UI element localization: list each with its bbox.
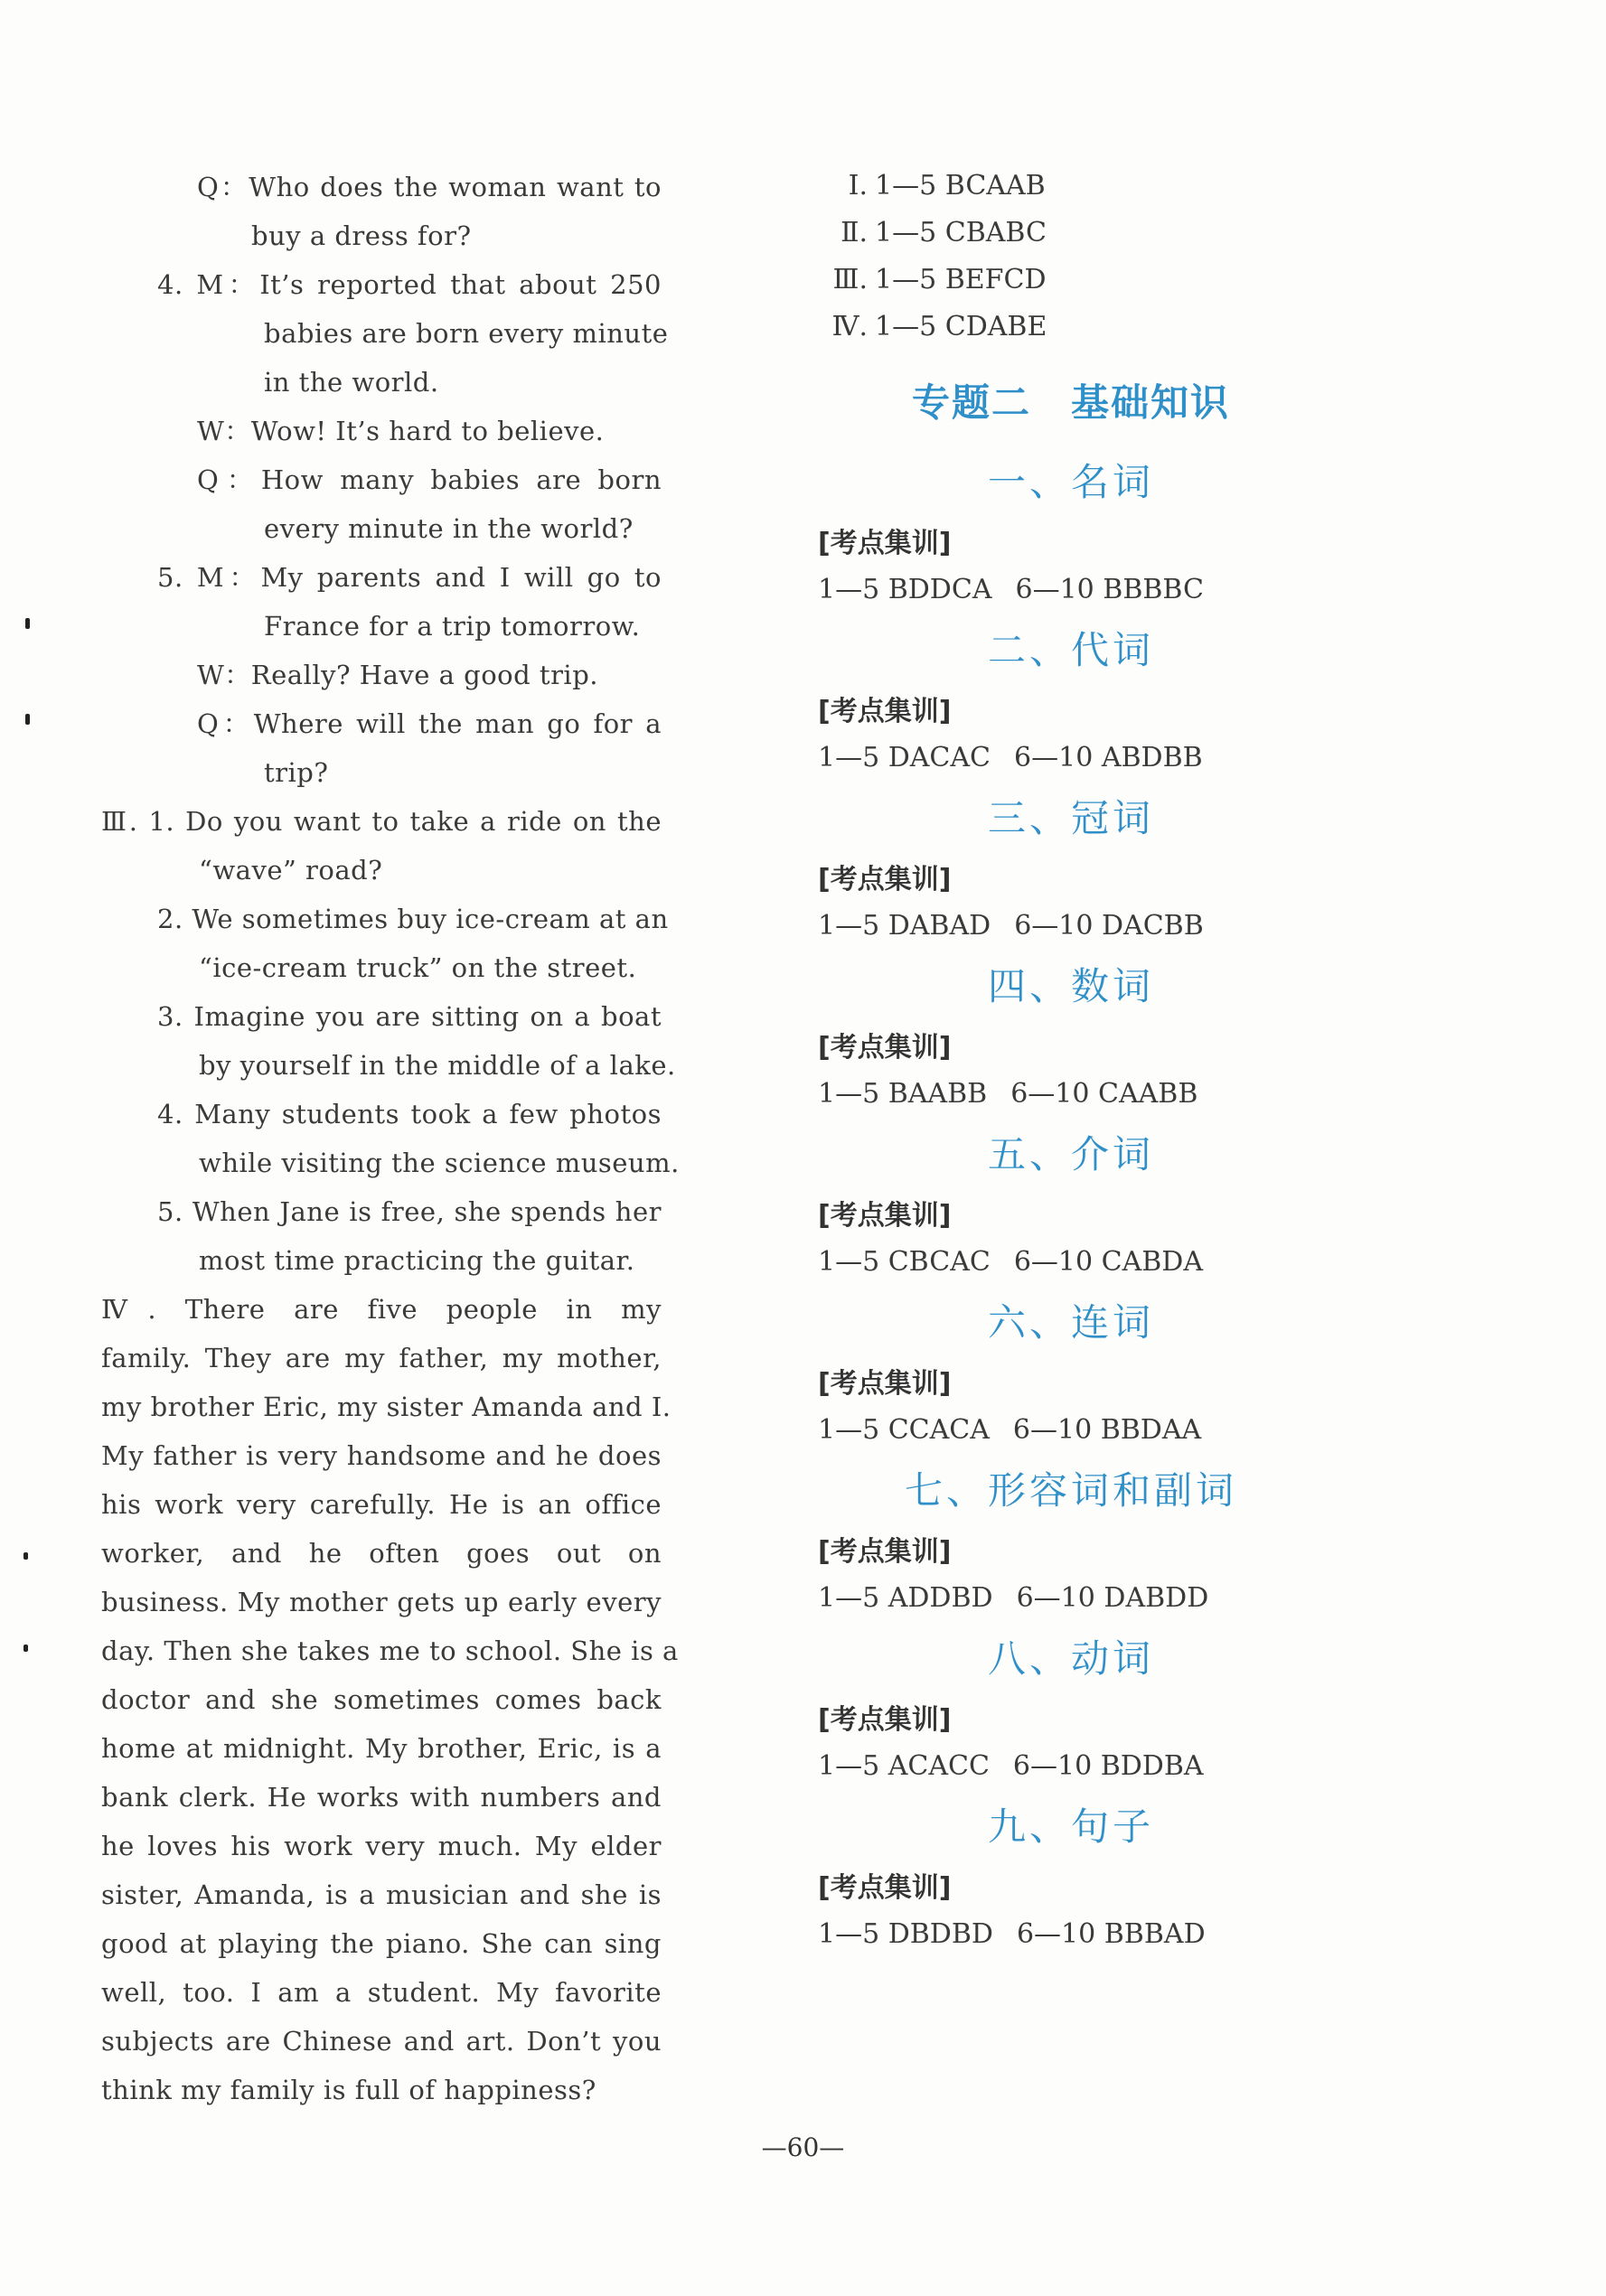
text-line: 5. When Jane is free, she spends her <box>157 1196 662 1227</box>
text-line: sister, Amanda, is a musician and she is <box>101 1879 662 1910</box>
text-line: Q：Where will the man go for a <box>197 708 662 739</box>
section-title: 一、名词 <box>987 460 1154 504</box>
answer-range: 1—5 <box>875 170 937 201</box>
left-column <box>101 163 680 2114</box>
text-line: day. Then she takes me to school. She is a <box>101 1635 679 1666</box>
text-line: family. They are my father, my mother, <box>101 1343 662 1373</box>
keys-first-half: 1—5 CCACA <box>818 1414 990 1446</box>
answer-range: 1—5 <box>875 264 937 295</box>
roman-numeral: Ⅳ. <box>831 311 868 342</box>
answer-row <box>818 163 1324 210</box>
text-line: trip? <box>264 757 329 788</box>
answer-keys-row <box>818 1912 1324 1957</box>
text-line: France for a trip tomorrow. <box>264 611 641 642</box>
section-title: 五、介词 <box>987 1132 1154 1176</box>
keys-second-half: 6—10 CAABB <box>1010 1078 1198 1110</box>
answer-keys-row <box>818 1240 1324 1285</box>
answer-row <box>818 304 1324 351</box>
page-number: —60— <box>761 2132 845 2162</box>
training-label: [考点集训] <box>818 1368 952 1400</box>
keys-first-half: 1—5 DBDBD <box>818 1918 993 1950</box>
keys-first-half: 1—5 ACACC <box>818 1750 990 1782</box>
scan-mark <box>25 618 30 629</box>
text-line: business. My mother gets up early every <box>101 1587 662 1617</box>
keys-first-half: 1—5 CBCAC <box>818 1246 991 1278</box>
answer-keys: BEFCD <box>944 264 1047 295</box>
answer-row <box>818 210 1324 257</box>
answer-keys: BCAAB <box>944 170 1046 201</box>
answer-keys-row <box>818 1072 1324 1117</box>
keys-first-half: 1—5 DACAC <box>818 742 991 773</box>
section-title: 八、动词 <box>987 1636 1154 1681</box>
keys-first-half: 1—5 ADDBD <box>818 1582 993 1614</box>
keys-first-half: 1—5 DABAD <box>818 910 991 942</box>
text-line: bank clerk. He works with numbers and <box>101 1782 662 1813</box>
text-line: worker, and he often goes out on <box>101 1538 662 1569</box>
text-line: by yourself in the middle of a lake. <box>199 1050 676 1081</box>
text-line: my brother Eric, my sister Amanda and I. <box>101 1392 672 1422</box>
keys-second-half: 6—10 BBBAD <box>1016 1918 1206 1950</box>
keys-first-half: 1—5 BAABB <box>818 1078 988 1110</box>
text-line: his work very carefully. He is an office <box>101 1489 662 1520</box>
keys-second-half: 6—10 DABDD <box>1016 1582 1209 1614</box>
training-label: [考点集训] <box>818 696 952 727</box>
text-line: babies are born every minute <box>264 318 669 349</box>
text-line: well, too. I am a student. My favorite <box>101 1977 662 2008</box>
section-title: 二、代词 <box>987 628 1154 672</box>
text-line: 4. Many students took a few photos <box>157 1099 662 1129</box>
text-line: doctor and she sometimes comes back <box>101 1684 662 1715</box>
section-title: 六、连词 <box>987 1300 1154 1345</box>
answer-keys-row <box>818 736 1324 781</box>
text-line: “wave” road? <box>199 855 383 886</box>
text-line: think my family is full of happiness? <box>101 2075 596 2105</box>
text-line: most time practicing the guitar. <box>199 1245 635 1276</box>
text-line: 3. Imagine you are sitting on a boat <box>157 1001 662 1032</box>
text-line: W：Wow! It’s hard to believe. <box>197 416 605 446</box>
roman-numeral: Ⅱ. <box>841 217 868 248</box>
keys-second-half: 6—10 BBBBC <box>1015 574 1204 605</box>
keys-first-half: 1—5 BDDCA <box>818 574 992 605</box>
text-line: home at midnight. My brother, Eric, is a <box>101 1733 662 1764</box>
training-label: [考点集训] <box>818 1872 952 1904</box>
text-line: Ⅳ. There are five people in my <box>101 1294 662 1325</box>
text-line: W：Really? Have a good trip. <box>197 660 598 690</box>
training-label: [考点集训] <box>818 528 952 559</box>
keys-second-half: 6—10 BDDBA <box>1012 1750 1204 1782</box>
scan-mark <box>25 714 30 725</box>
answer-row <box>818 257 1324 304</box>
topic-title: 专题二 基础知识 <box>911 380 1230 425</box>
roman-numeral: Ⅰ. <box>848 170 868 201</box>
training-label: [考点集训] <box>818 1200 952 1232</box>
text-line: every minute in the world? <box>264 513 634 544</box>
section-title: 四、数词 <box>987 964 1154 1008</box>
training-label: [考点集训] <box>818 1032 952 1064</box>
text-line: buy a dress for? <box>251 220 472 251</box>
training-label: [考点集训] <box>818 1704 952 1736</box>
answer-range: 1—5 <box>875 311 937 342</box>
answer-range: 1—5 <box>875 217 937 248</box>
text-line: subjects are Chinese and art. Don’t you <box>101 2026 662 2057</box>
text-line: Q：How many babies are born <box>197 464 662 495</box>
section-title: 九、句子 <box>987 1804 1154 1849</box>
training-label: [考点集训] <box>818 864 952 895</box>
keys-second-half: 6—10 ABDBB <box>1014 742 1203 773</box>
section-title: 三、冠词 <box>987 796 1154 840</box>
text-line: while visiting the science museum. <box>199 1148 680 1178</box>
keys-second-half: 6—10 CABDA <box>1013 1246 1204 1278</box>
text-line: My father is very handsome and he does <box>101 1440 662 1471</box>
text-line: Q：Who does the woman want to <box>197 172 662 202</box>
scan-mark <box>23 1552 28 1560</box>
scan-mark <box>23 1645 28 1652</box>
text-line: 5. M：My parents and I will go to <box>157 562 662 593</box>
training-label: [考点集训] <box>818 1536 952 1568</box>
section-title: 七、形容词和副词 <box>904 1468 1237 1513</box>
text-line: “ice-cream truck” on the street. <box>199 952 637 983</box>
answer-keys-row <box>818 567 1324 613</box>
answer-keys-row <box>818 1576 1324 1621</box>
text-line: he loves his work very much. My elder <box>101 1831 662 1861</box>
answer-keys-row <box>818 1744 1324 1789</box>
answer-keys-row <box>818 904 1324 949</box>
answer-keys: CDABE <box>944 311 1047 342</box>
keys-second-half: 6—10 DACBB <box>1014 910 1204 942</box>
roman-numeral: Ⅲ. <box>832 264 868 295</box>
text-line: good at playing the piano. She can sing <box>101 1928 662 1959</box>
text-line: 4. M：It’s reported that about 250 <box>157 269 662 300</box>
answer-keys: CBABC <box>944 217 1047 248</box>
keys-second-half: 6—10 BBDAA <box>1012 1414 1202 1446</box>
text-line: Ⅲ. 1. Do you want to take a ride on the <box>101 806 662 837</box>
answer-keys-row <box>818 1408 1324 1453</box>
right-column <box>818 163 1324 1957</box>
text-line: 2. We sometimes buy ice-cream at an <box>157 904 669 934</box>
text-line: in the world. <box>264 367 439 398</box>
